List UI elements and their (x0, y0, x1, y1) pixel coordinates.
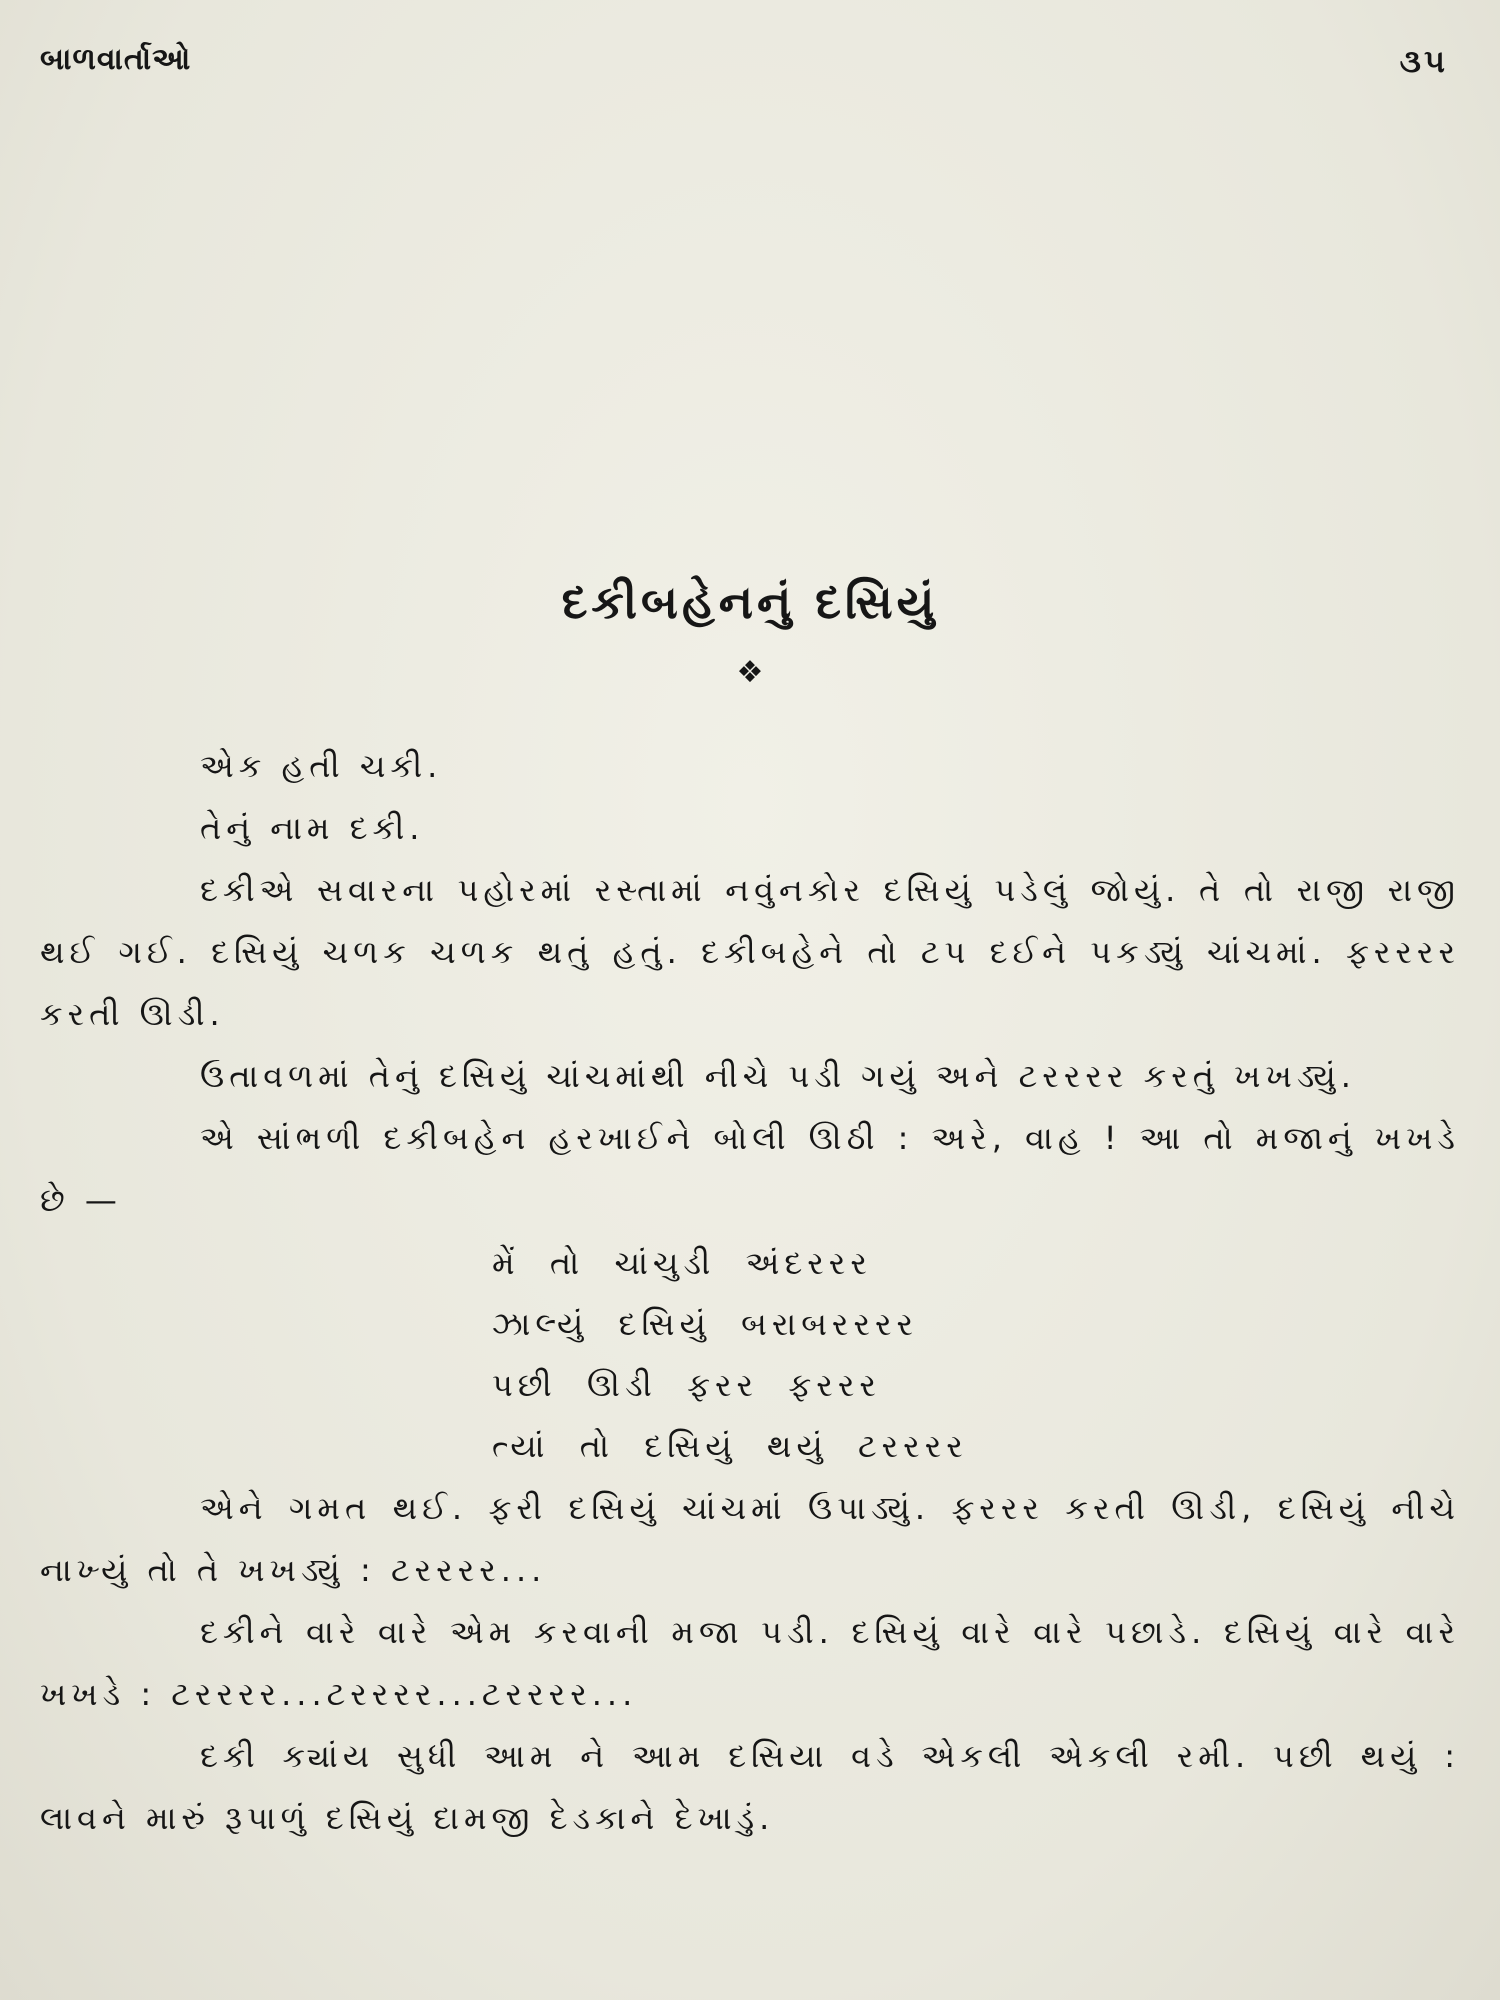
paragraph: દકીને વારે વારે એમ કરવાની મજા પડી. દસિયું વારે વારે પછાડે. દસિયું વારે વારે ખખડે : ટરરરર...ટરરરર...ટરરરર... (40, 1613, 1460, 1713)
paragraph: દકીએ સવારના પહોરમાં રસ્તામાં નવુંનકોર દસિયું પડેલું જોયું. તે તો રાજી રાજી થઈ ગઈ. દસિયું ચળક ચળક થતું હતું. દકીબહેને તો ટપ દઈને પકડ્યું ચાંચમાં. ફરરરર કરતી ઊડી. (40, 871, 1460, 1033)
page-number: ૩૫ (1399, 42, 1448, 80)
paragraph: તેનું નામ દકી. (200, 809, 425, 847)
paragraph: એક હતી ચકી. (200, 747, 443, 785)
running-head: બાળવાર્તાઓ (40, 42, 192, 77)
verse-line: ઝાલ્યું દસિયું બરાબરરરર (492, 1305, 919, 1343)
ornament-icon: ❖ (736, 655, 764, 690)
story-title: દકીબહેનનું દસિયું (561, 575, 939, 629)
story-body (40, 735, 1460, 1849)
paragraph: એને ગમત થઈ. ફરી દસિયું ચાંચમાં ઉપાડ્યું. ફરરર કરતી ઊડી, દસિયું નીચે નાખ્યું તો તે ખખડ્યું : ટરરરર... (40, 1489, 1460, 1589)
paragraph: ઉતાવળમાં તેનું દસિયું ચાંચમાંથી નીચે પડી ગયું અને ટરરરર કરતું ખખડ્યું. (200, 1057, 1356, 1095)
verse-line: ત્યાં તો દસિયું થયું ટરરરર (492, 1427, 968, 1465)
verse-line: પછી ઊડી ફરર ફરરર (492, 1366, 881, 1404)
paragraph: એ સાંભળી દકીબહેન હરખાઈને બોલી ઊઠી : અરે, વાહ ! આ તો મજાનું ખખડે છે — (40, 1119, 1460, 1219)
verse-line: મેં તો ચાંચુડી અંદરરર (492, 1244, 872, 1282)
verse-block (492, 1233, 1460, 1477)
paragraph: દકી ક્યાંય સુધી આમ ને આમ દસિયા વડે એકલી એકલી રમી. પછી થયું : લાવને મારું રૂપાળું દસિયું દામજી દેડકાને દેખાડું. (40, 1737, 1460, 1837)
